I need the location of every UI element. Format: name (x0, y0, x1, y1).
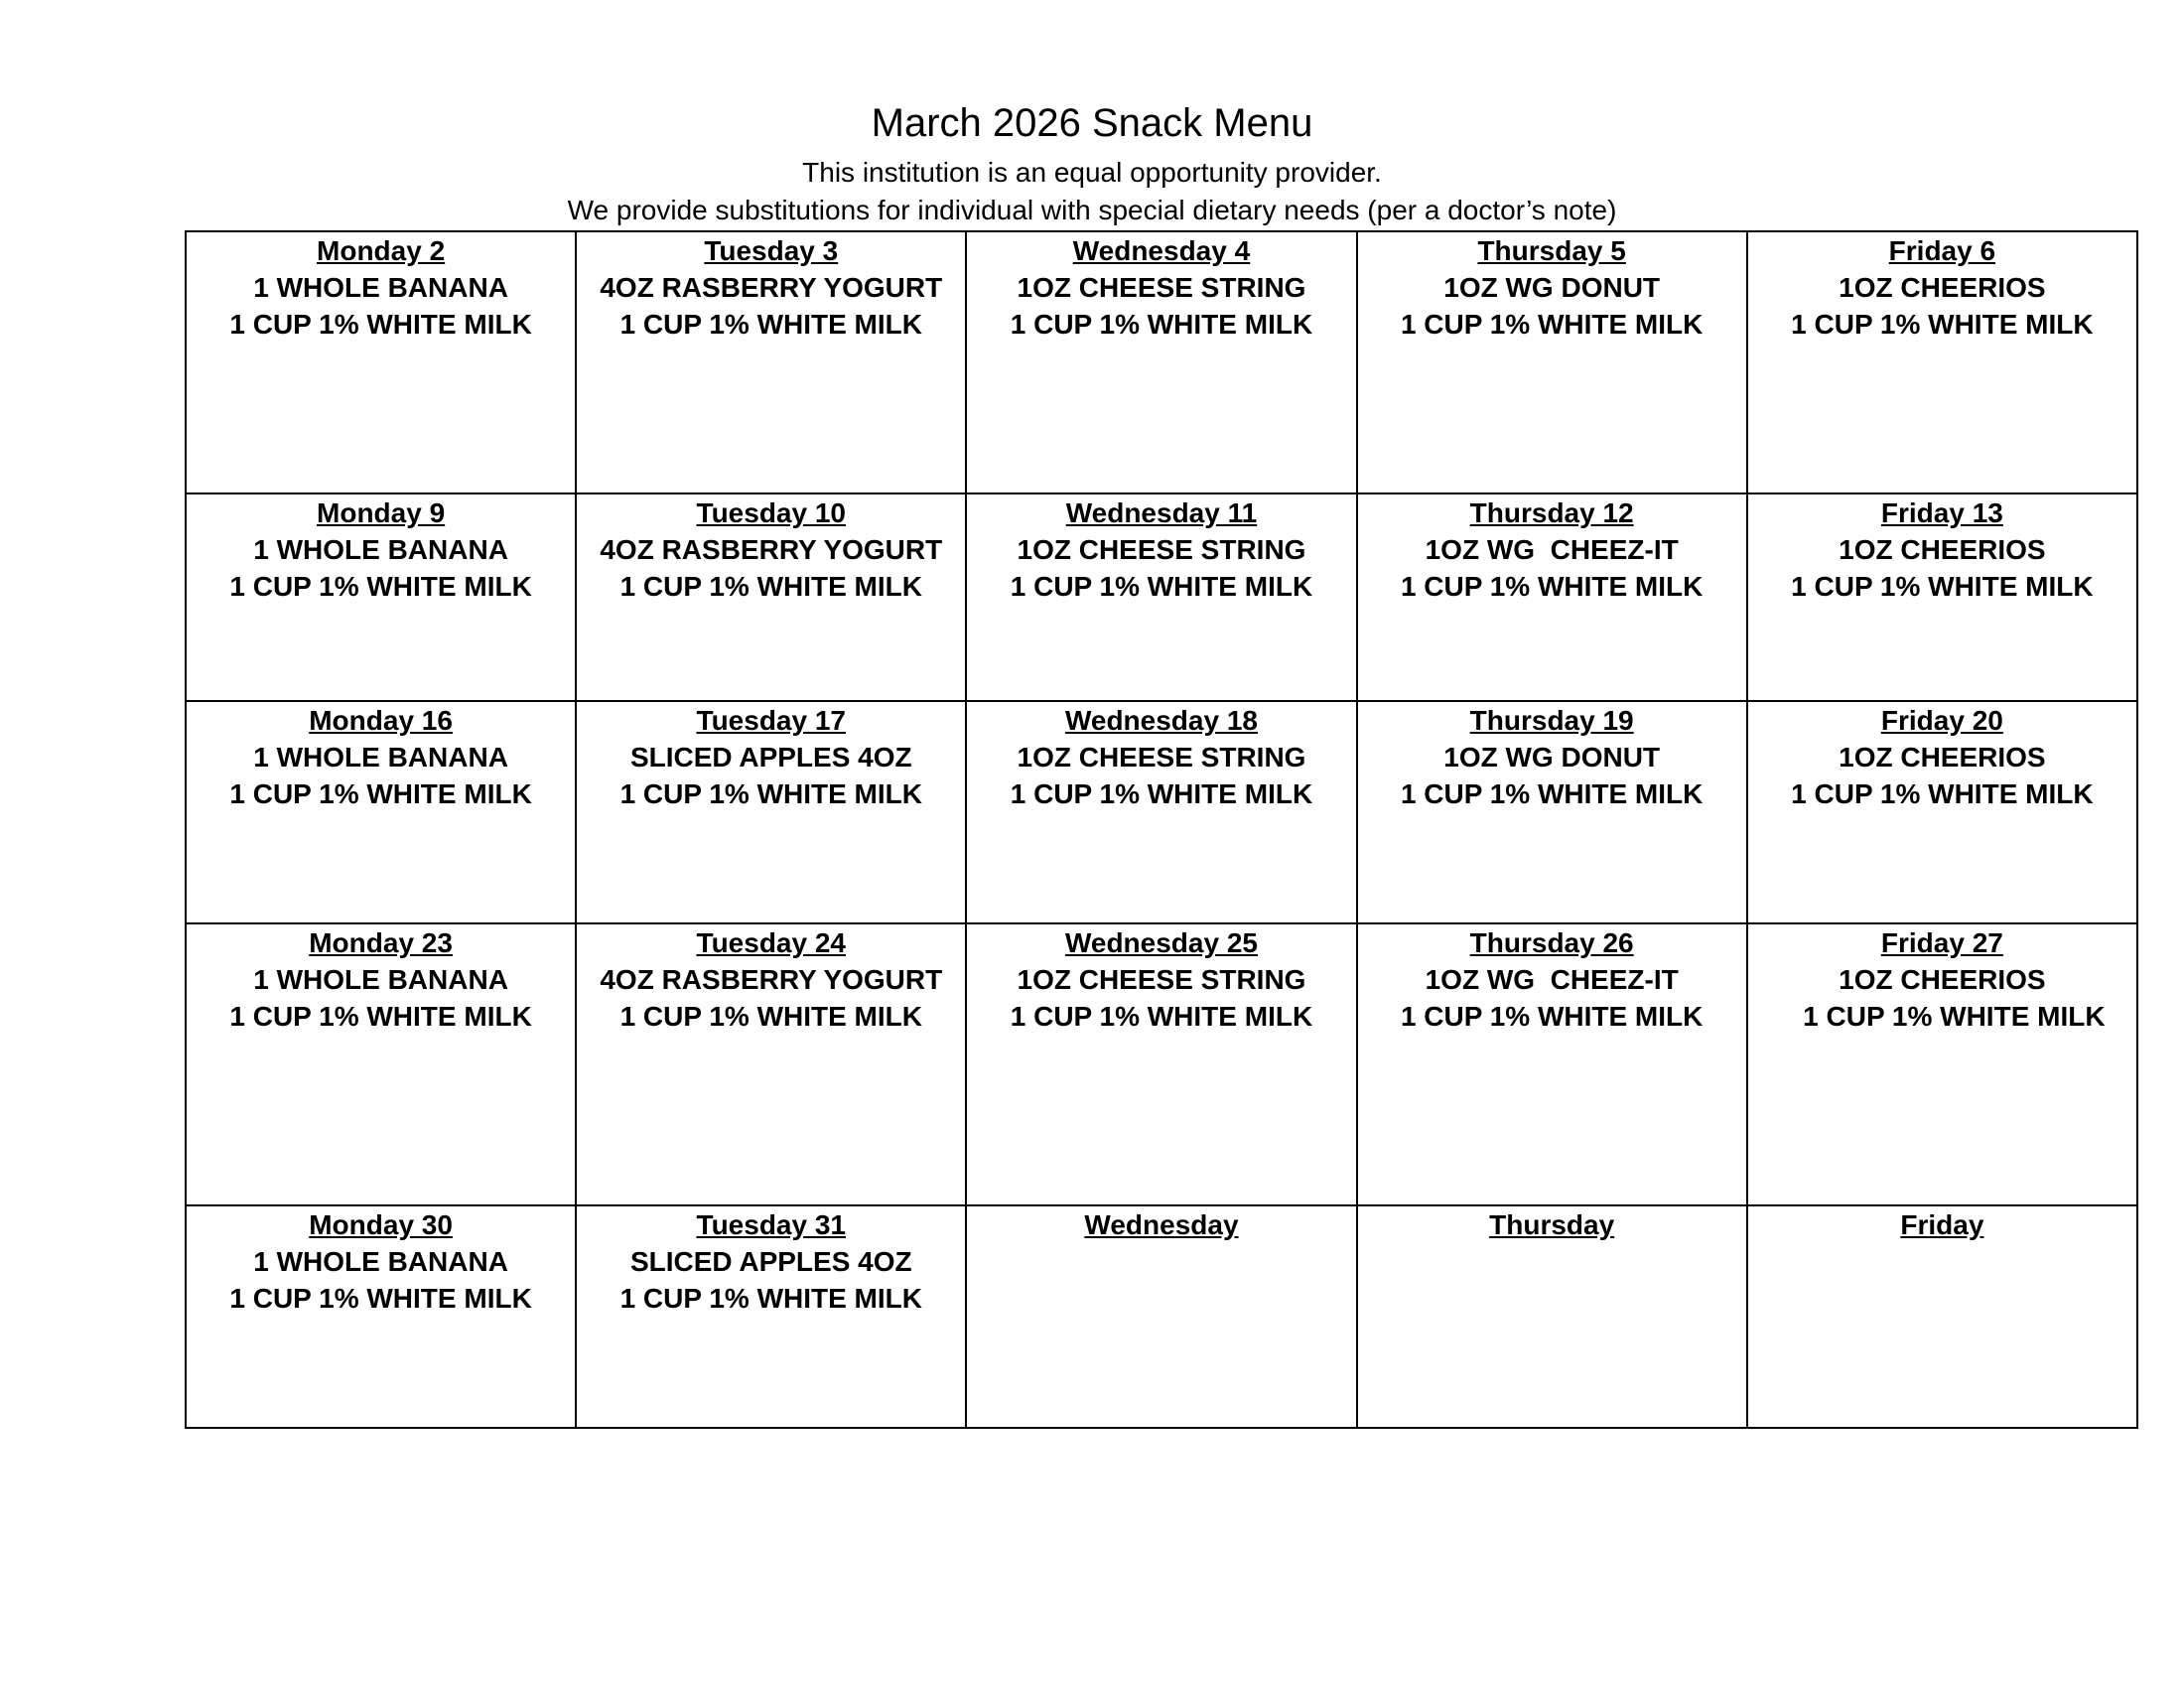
day-label: Friday (1900, 1209, 1984, 1240)
milk-item: 1 CUP 1% WHITE MILK (1791, 571, 2094, 602)
snack-item: 1 WHOLE BANANA (253, 272, 508, 303)
milk-item: 1 CUP 1% WHITE MILK (1010, 309, 1313, 340)
snack-item: 1OZ CHEERIOS (1839, 534, 2046, 565)
day-label: Wednesday 25 (1064, 927, 1258, 958)
milk-item: 1 CUP 1% WHITE MILK (1400, 309, 1704, 340)
day-cell (966, 1205, 1356, 1428)
milk-item: 1 CUP 1% WHITE MILK (1010, 778, 1313, 809)
snack-item: 1OZ CHEERIOS (1839, 964, 2046, 995)
snack-item: 1 WHOLE BANANA (253, 534, 508, 565)
dietary-substitution-note: We provide substitutions for individual with special dietary needs (per a doctor’s note) (567, 195, 1617, 225)
day-label: Thursday 26 (1469, 927, 1634, 958)
day-label: Friday 6 (1888, 235, 1996, 266)
snack-item: 1 WHOLE BANANA (253, 964, 508, 995)
milk-item: 1 CUP 1% WHITE MILK (619, 1283, 922, 1314)
day-cell (1357, 1205, 1747, 1428)
day-cell (1747, 231, 2137, 493)
snack-item: 4OZ RASBERRY YOGURT (600, 272, 943, 303)
snack-menu-calendar (185, 230, 2138, 1429)
day-label: Tuesday 10 (696, 497, 846, 528)
snack-item: 1OZ CHEERIOS (1839, 742, 2046, 773)
week-row-1 (186, 231, 2137, 493)
day-label: Friday 27 (1880, 927, 2003, 958)
snack-item: 4OZ RASBERRY YOGURT (600, 964, 943, 995)
milk-item: 1 CUP 1% WHITE MILK (1400, 778, 1704, 809)
day-label: Monday 23 (309, 927, 453, 958)
week-row-2 (186, 493, 2137, 701)
milk-item: 1 CUP 1% WHITE MILK (1803, 1001, 2106, 1032)
snack-item: 1 WHOLE BANANA (253, 742, 508, 773)
snack-item: 1OZ WG DONUT (1443, 272, 1661, 303)
milk-item: 1 CUP 1% WHITE MILK (619, 571, 922, 602)
milk-item: 1 CUP 1% WHITE MILK (229, 1001, 532, 1032)
day-label: Friday 20 (1880, 705, 2003, 736)
day-label: Monday 2 (317, 235, 446, 266)
day-cell (576, 231, 966, 493)
day-label: Tuesday 3 (704, 235, 839, 266)
day-label: Friday 13 (1880, 497, 2003, 528)
day-label: Tuesday 24 (696, 927, 846, 958)
milk-item: 1 CUP 1% WHITE MILK (1400, 1001, 1704, 1032)
day-cell (1747, 923, 2137, 1205)
milk-item: 1 CUP 1% WHITE MILK (619, 778, 922, 809)
day-label: Wednesday (1084, 1209, 1239, 1240)
day-cell (966, 493, 1356, 701)
week-row-5 (186, 1205, 2137, 1428)
milk-item: 1 CUP 1% WHITE MILK (1400, 571, 1704, 602)
snack-item: 1 WHOLE BANANA (253, 1246, 508, 1277)
day-cell (186, 923, 576, 1205)
day-label: Thursday 5 (1477, 235, 1626, 266)
page-title: March 2026 Snack Menu (871, 101, 1313, 145)
day-cell (186, 701, 576, 923)
snack-item: 1OZ WG DONUT (1443, 742, 1661, 773)
day-cell (576, 493, 966, 701)
snack-item: 1OZ WG CHEEZ-IT (1425, 964, 1679, 995)
day-label: Monday 30 (309, 1209, 453, 1240)
week-row-3 (186, 701, 2137, 923)
day-label: Monday 16 (309, 705, 453, 736)
day-cell (1357, 923, 1747, 1205)
milk-item: 1 CUP 1% WHITE MILK (229, 571, 532, 602)
day-cell (576, 1205, 966, 1428)
milk-item: 1 CUP 1% WHITE MILK (619, 309, 922, 340)
day-label: Wednesday 4 (1072, 235, 1251, 266)
milk-item: 1 CUP 1% WHITE MILK (229, 778, 532, 809)
snack-item: 1OZ CHEERIOS (1839, 272, 2046, 303)
day-label: Wednesday 11 (1065, 497, 1258, 528)
snack-item: SLICED APPLES 4OZ (629, 742, 912, 773)
milk-item: 1 CUP 1% WHITE MILK (229, 309, 532, 340)
day-cell (966, 231, 1356, 493)
snack-item: 1OZ CHEESE STRING (1017, 742, 1306, 773)
day-cell (966, 701, 1356, 923)
milk-item: 1 CUP 1% WHITE MILK (1010, 1001, 1313, 1032)
day-cell (1747, 493, 2137, 701)
day-label: Thursday (1489, 1209, 1615, 1240)
snack-item: 1OZ CHEESE STRING (1017, 272, 1306, 303)
day-cell (966, 923, 1356, 1205)
day-cell (1357, 231, 1747, 493)
snack-item: 1OZ WG CHEEZ-IT (1425, 534, 1679, 565)
day-cell (1357, 701, 1747, 923)
milk-item: 1 CUP 1% WHITE MILK (229, 1283, 532, 1314)
snack-item: 4OZ RASBERRY YOGURT (600, 534, 943, 565)
day-label: Tuesday 17 (696, 705, 846, 736)
snack-item: 1OZ CHEESE STRING (1017, 964, 1306, 995)
day-label: Thursday 12 (1469, 497, 1634, 528)
day-cell (576, 923, 966, 1205)
day-cell (186, 231, 576, 493)
day-label: Tuesday 31 (696, 1209, 846, 1240)
day-cell (186, 1205, 576, 1428)
day-cell (186, 493, 576, 701)
milk-item: 1 CUP 1% WHITE MILK (1791, 309, 2094, 340)
snack-item: 1OZ CHEESE STRING (1017, 534, 1306, 565)
day-cell (576, 701, 966, 923)
day-label: Thursday 19 (1469, 705, 1634, 736)
day-cell (1747, 701, 2137, 923)
equal-opportunity-statement: This institution is an equal opportunity provider. (802, 157, 1382, 188)
day-cell (1357, 493, 1747, 701)
day-label: Wednesday 18 (1064, 705, 1258, 736)
milk-item: 1 CUP 1% WHITE MILK (1010, 571, 1313, 602)
milk-item: 1 CUP 1% WHITE MILK (1791, 778, 2094, 809)
milk-item: 1 CUP 1% WHITE MILK (619, 1001, 922, 1032)
day-cell (1747, 1205, 2137, 1428)
week-row-4 (186, 923, 2137, 1205)
day-label: Monday 9 (317, 497, 446, 528)
snack-item: SLICED APPLES 4OZ (629, 1246, 912, 1277)
